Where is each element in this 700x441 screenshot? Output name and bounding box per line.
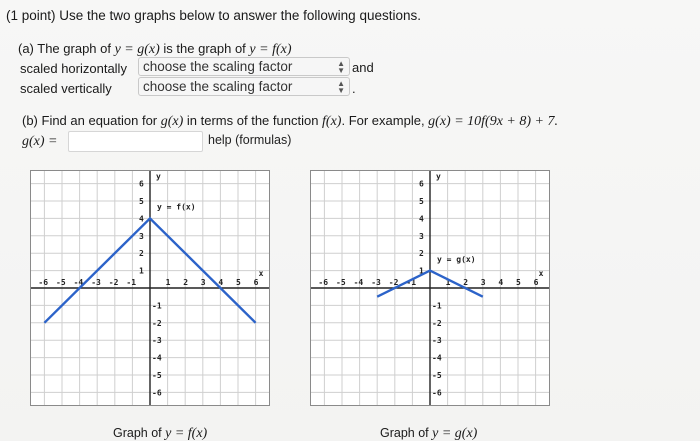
vertical-scale-select[interactable]	[138, 77, 350, 96]
y-tick-label: -6	[432, 388, 442, 398]
y-tick-label: 3	[139, 231, 144, 241]
y-tick-label: 3	[419, 231, 424, 241]
x-tick-label: 2	[463, 278, 469, 287]
x-tick-label: -5	[56, 278, 66, 287]
x-tick-label: 6	[533, 278, 539, 287]
x-tick-label: -6	[38, 278, 49, 287]
y-tick-label: 5	[139, 197, 144, 206]
y-tick-label: 1	[139, 266, 144, 276]
caption-f-prefix: Graph of	[113, 426, 166, 440]
answer-input[interactable]	[68, 131, 203, 152]
x-tick-label: 4	[498, 278, 504, 287]
x-tick-label: -1	[126, 278, 137, 287]
part-a-intro	[18, 41, 292, 58]
caption-g	[380, 426, 477, 441]
x-tick-label: 2	[183, 278, 189, 287]
part-a-prefix: (a) The graph of	[18, 41, 115, 56]
y-tick-label: 6	[419, 179, 424, 189]
part-a-f: y = f(x)	[249, 42, 292, 57]
y-tick-label: -2	[152, 318, 162, 328]
y-tick-label: -3	[152, 336, 162, 346]
x-tick-label: 6	[253, 278, 259, 287]
part-b-fx: f(x)	[322, 114, 342, 129]
caption-g-math: y = g(x)	[432, 426, 478, 441]
caption-g-prefix: Graph of	[380, 426, 433, 440]
horizontal-scale-value: choose the scaling factor	[143, 59, 293, 74]
x-tick-label: -2	[388, 278, 399, 287]
part-a-g: y = g(x)	[114, 42, 160, 57]
x-tick-label: 3	[200, 278, 206, 287]
y-tick-label: 4	[139, 214, 144, 224]
help-formulas-link[interactable]: help (formulas)	[208, 133, 292, 147]
horizontal-scale-select[interactable]	[138, 57, 350, 76]
y-tick-label: 6	[139, 179, 144, 189]
x-tick-label: -2	[108, 278, 119, 287]
part-b-example-formula: g(x) = 10f(9x + 8) + 7.	[428, 114, 558, 129]
graph-f	[30, 170, 270, 406]
problem-header: (1 point) Use the two graphs below to answer the following questions.	[6, 8, 421, 23]
caption-f-math: y = f(x)	[165, 426, 208, 441]
x-tick-label: -3	[91, 278, 101, 287]
and-label: and	[352, 60, 374, 75]
curve-label: y = g(x)	[437, 254, 476, 264]
x-tick-label: 1	[165, 278, 171, 287]
x-tick-label: 5	[236, 278, 241, 287]
graph-f-plot	[31, 171, 269, 405]
y-tick-label: -3	[432, 336, 442, 346]
y-axis-label: y	[156, 172, 161, 181]
y-tick-label: 5	[419, 197, 424, 206]
part-b-mid: in terms of the function	[183, 113, 323, 128]
answer-label: g(x) =	[22, 134, 58, 149]
x-tick-label: -3	[371, 278, 381, 287]
y-tick-label: -5	[432, 371, 442, 380]
y-tick-label: -4	[152, 353, 162, 363]
vertical-scale-value: choose the scaling factor	[143, 79, 293, 94]
scaled-vertically-label: scaled vertically	[20, 81, 112, 96]
x-tick-label: 3	[480, 278, 486, 287]
y-tick-label: -5	[152, 371, 162, 380]
x-tick-label: 4	[218, 278, 224, 287]
y-axis-label: y	[436, 172, 441, 181]
y-tick-label: -2	[432, 318, 442, 328]
part-b-example-prefix: . For example,	[341, 113, 429, 128]
y-tick-label: 4	[419, 214, 424, 224]
x-tick-label: -1	[406, 278, 417, 287]
y-tick-label: 1	[419, 266, 424, 276]
y-tick-label: -1	[152, 301, 162, 311]
part-b-prompt	[22, 113, 558, 130]
x-axis-label: x	[258, 269, 264, 278]
select-updown-icon: ▲ ▼	[337, 79, 345, 95]
y-tick-label: 2	[139, 249, 144, 259]
curve-label: y = f(x)	[157, 202, 196, 212]
y-tick-label: -6	[152, 388, 162, 398]
period: .	[352, 81, 356, 96]
select-updown-icon: ▲ ▼	[337, 59, 345, 75]
x-tick-label: -4	[73, 278, 84, 287]
y-tick-label: -4	[432, 353, 442, 363]
x-tick-label: -5	[336, 278, 346, 287]
x-tick-label: 1	[445, 278, 451, 287]
x-tick-label: -6	[318, 278, 329, 287]
x-tick-label: -4	[353, 278, 364, 287]
graph-g-plot	[311, 171, 549, 405]
y-tick-label: -1	[432, 301, 442, 311]
caption-f	[113, 426, 207, 441]
part-b-prefix: (b) Find an equation for	[22, 113, 161, 128]
graph-g	[310, 170, 550, 406]
x-axis-label: x	[538, 269, 544, 278]
x-tick-label: 5	[516, 278, 521, 287]
part-a-mid: is the graph of	[159, 41, 250, 56]
y-tick-label: 2	[419, 249, 424, 259]
part-b-gx: g(x)	[160, 114, 184, 129]
scaled-horizontally-label: scaled horizontally	[20, 61, 127, 76]
